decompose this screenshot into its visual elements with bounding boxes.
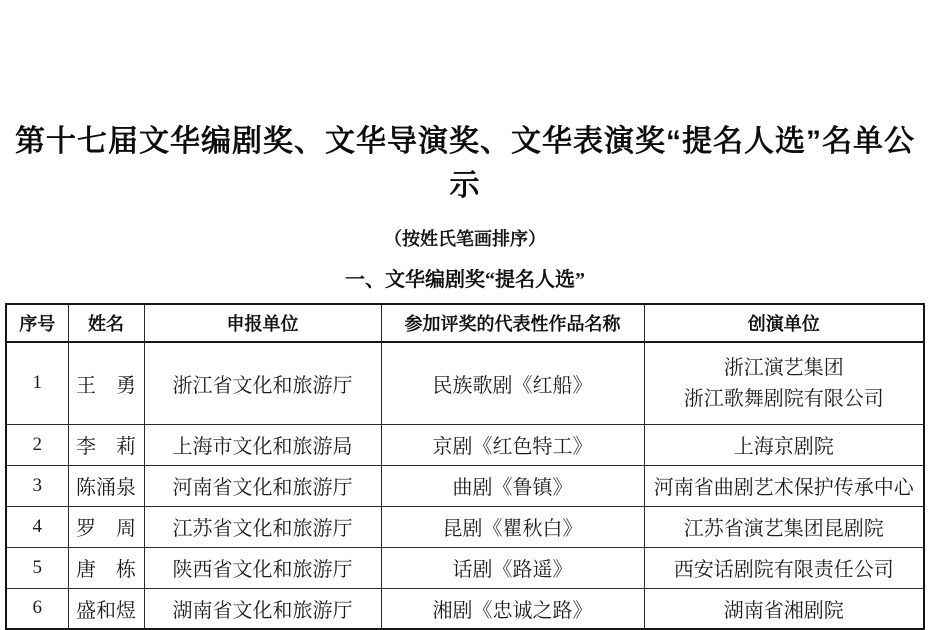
cell-unit: 江苏省文化和旅游厅 xyxy=(144,506,381,547)
cell-name: 李 莉 xyxy=(68,424,144,465)
cell-producer xyxy=(644,342,924,424)
column-header-producer: 创演单位 xyxy=(644,304,924,342)
cell-name: 王 勇 xyxy=(68,342,144,424)
cell-unit: 河南省文化和旅游厅 xyxy=(144,465,381,506)
cell-work: 民族歌剧《红船》 xyxy=(381,342,644,424)
table-row xyxy=(6,547,924,588)
column-header-unit: 申报单位 xyxy=(144,304,381,342)
column-header-name: 姓名 xyxy=(68,304,144,342)
cell-work: 曲剧《鲁镇》 xyxy=(381,465,644,506)
cell-work: 话剧《路遥》 xyxy=(381,547,644,588)
cell-name: 唐 栋 xyxy=(68,547,144,588)
page-title: 第十七届文华编剧奖、文华导演奖、文华表演奖“提名人选”名单公示 xyxy=(15,125,915,202)
cell-name: 罗 周 xyxy=(68,506,144,547)
producer-line: 浙江歌舞剧院有限公司 xyxy=(683,387,884,410)
column-header-work: 参加评奖的代表性作品名称 xyxy=(381,304,644,342)
nominees-table xyxy=(5,303,925,630)
cell-unit: 湖南省文化和旅游厅 xyxy=(144,588,381,629)
cell-work: 京剧《红色特工》 xyxy=(381,424,644,465)
cell-serial: 4 xyxy=(6,506,68,547)
section-heading: 一、文华编剧奖“提名人选” xyxy=(345,269,585,291)
cell-name: 陈涌泉 xyxy=(68,465,144,506)
cell-unit: 上海市文化和旅游局 xyxy=(144,424,381,465)
cell-producer: 西安话剧院有限责任公司 xyxy=(644,547,924,588)
cell-producer: 湖南省湘剧院 xyxy=(644,588,924,629)
cell-producer: 河南省曲剧艺术保护传承中心 xyxy=(644,465,924,506)
column-header-serial: 序号 xyxy=(6,304,68,342)
cell-serial: 6 xyxy=(6,588,68,629)
cell-producer: 江苏省演艺集团昆剧院 xyxy=(644,506,924,547)
cell-serial: 2 xyxy=(6,424,68,465)
cell-producer: 上海京剧院 xyxy=(644,424,924,465)
cell-unit: 陕西省文化和旅游厅 xyxy=(144,547,381,588)
table-row xyxy=(6,424,924,465)
cell-name: 盛和煜 xyxy=(68,588,144,629)
producer-line: 浙江演艺集团 xyxy=(723,356,844,379)
cell-work: 昆剧《瞿秋白》 xyxy=(381,506,644,547)
cell-unit: 浙江省文化和旅游厅 xyxy=(144,342,381,424)
table-row xyxy=(6,465,924,506)
cell-serial: 5 xyxy=(6,547,68,588)
sort-note: （按姓氏笔画排序） xyxy=(384,229,546,249)
table-row xyxy=(6,342,924,424)
cell-work: 湘剧《忠诚之路》 xyxy=(381,588,644,629)
table-row xyxy=(6,588,924,629)
table-header-row xyxy=(6,304,924,342)
cell-serial: 3 xyxy=(6,465,68,506)
table-row xyxy=(6,506,924,547)
cell-serial: 1 xyxy=(6,342,68,424)
